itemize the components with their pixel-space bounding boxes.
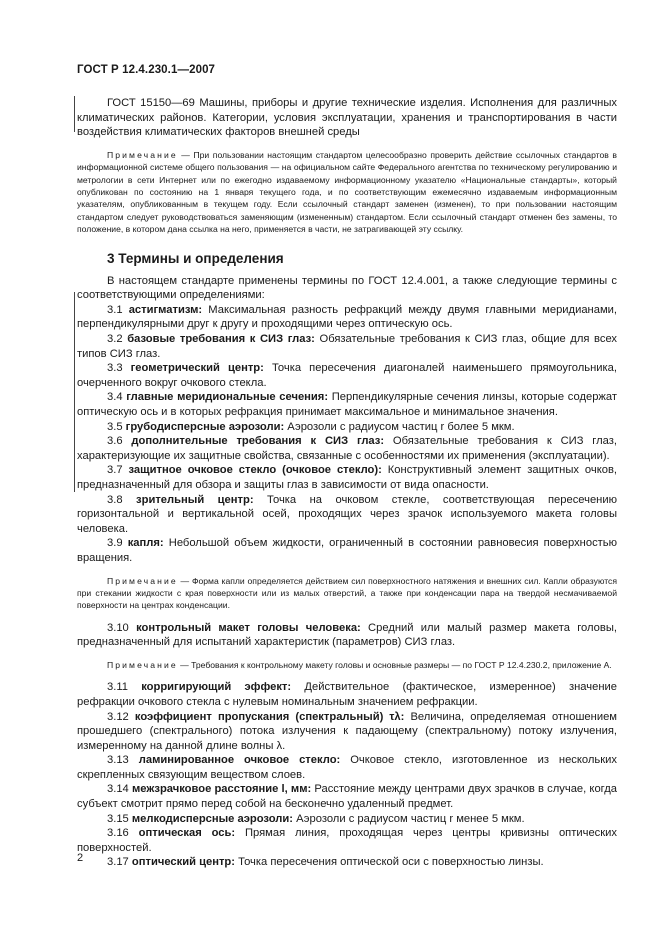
normative-reference: ГОСТ 15150—69 Машины, приборы и другие технические изделия. Исполнения для различных климатических районов. Категории, условия эксплуатации, хранения и транспортирования в части воздействия климатических факторов внешней среды — [77, 97, 617, 139]
term-entry: 3.16 оптическая ось: Прямая линия, проходящая через центры кривизны оптических поверхностей. — [77, 827, 617, 854]
term-entry: 3.4 главные меридиональные сечения: Перпендикулярные сечения линзы, которые содержат оптическую ось и в которых рефракция принимает максимальное и минимальное значения. — [77, 391, 618, 418]
term-entry: 3.17 оптический центр: Точка пересечения оптической оси с поверхностью линзы. — [107, 856, 544, 869]
document-body — [77, 96, 617, 870]
term-entry: 3.5 грубодисперсные аэрозоли: Аэрозоли с радиусом частиц r более 5 мкм. — [107, 420, 515, 433]
document-header: ГОСТ Р 12.4.230.1—2007 — [77, 64, 216, 76]
note: Примечание — При пользовании настоящим стандартом целесообразно проверить действие ссылочных стандартов в информационной системе общего пользования — на официальном сайте Федерального агентства по техническому регулированию и метрологии в сети Интернет или по ежегодно издаваемому информационному указателю «Национальные стандарты», который опубликован по состоянию на 1 января текущего года, и по соответствующим ежемесячно издаваемым информационным указателям, опубликованным в текущем году. Если ссылочный стандарт заменен (изменен), то при пользовании настоящим стандартом следует руководствоваться заменяющим (измененным) стандартом. Если ссылочный стандарт отменен без замены, то положение, в котором дана ссылка на него, применяется в части, не затрагивающей эту ссылку. — [77, 149, 617, 235]
note: Примечание — Требования к контрольному макету головы и основные размеры — по ГОСТ Р 12.4.230.2, приложение А. — [107, 659, 612, 670]
page-number: 2 — [77, 852, 84, 864]
term-entry: 3.13 ламинированное очковое стекло: Очковое стекло, изготовленное из нескольких скрепленных связующим веществом слоев. — [77, 754, 617, 781]
revision-bar — [74, 292, 75, 492]
term-entry: 3.10 контрольный макет головы человека: Средний или малый размер макета головы, предназначенный для испытаний характеристик (параметров) СИЗ глаз. — [77, 621, 617, 649]
section-title: 3 Термины и определения — [107, 250, 284, 266]
section-intro: В настоящем стандарте применены термины по ГОСТ 12.4.001, а также следующие термины с соответствующими определениями: — [77, 274, 617, 302]
revision-bar — [74, 96, 75, 132]
term-entry: 3.12 коэффициент пропускания (спектральный) τλ: Величина, определяемая отношением прошедшего (спектрального) потока излучения к падающему (спектральному) потоку излучения, измеренному на данной длине волны λ. — [77, 710, 617, 752]
term-entry: 3.6 дополнительные требования к СИЗ глаз: Обязательные требования к СИЗ глаз, характеризующие их защитные свойства, связанные с особенностями их применения (эксплуатации). — [77, 435, 618, 462]
note: Примечание — Форма капли определяется действием сил поверхностного натяжения и внешних сил. Капли образуются при стекании жидкости с края поверхности или из малых отверстий, а также при конденсации пара на твердой несмачиваемой поверхности на центрах конденсации. — [77, 575, 617, 611]
term-entry: 3.3 геометрический центр: Точка пересечения диагоналей наименьшего прямоугольника, очерченного вокруг очкового стекла. — [77, 362, 618, 389]
term-entry: 3.8 зрительный центр: Точка на очковом стекле, соответствующая пересечению горизонтальной и вертикальной осей, проходящих через зрачок используемого макета головы человека. — [77, 493, 618, 535]
term-entry: 3.11 корригирующий эффект: Действительное (фактическое, измеренное) значение рефракции очкового стекла с нулевым номинальным значением рефракции. — [77, 681, 617, 708]
term-entry: 3.7 защитное очковое стекло (очковое стекло): Конструктивный элемент защитных очков, предназначенный для обзора и защиты глаз в зависимости от вида опасности. — [77, 464, 618, 491]
term-entry: 3.15 мелкодисперсные аэрозоли: Аэрозоли с радиусом частиц r менее 5 мкм. — [107, 812, 525, 825]
term-entry: 3.2 базовые требования к СИЗ глаз: Обязательные требования к СИЗ глаз, общие для всех типов СИЗ глаз. — [77, 333, 618, 360]
term-entry: 3.1 астигматизм: Максимальная разность рефракций между двумя главными меридианами, перпендикулярными друг к другу и проходящими через оптическую ось. — [77, 303, 617, 331]
term-entry: 3.14 межзрачковое расстояние l, мм: Расстояние между центрами двух зрачков в случае, когда субъект смотрит прямо перед собой на бесконечно удаленный предмет. — [77, 783, 618, 811]
term-entry: 3.9 капля: Небольшой объем жидкости, ограниченный в состоянии равновесия поверхностью вращения. — [77, 537, 618, 564]
